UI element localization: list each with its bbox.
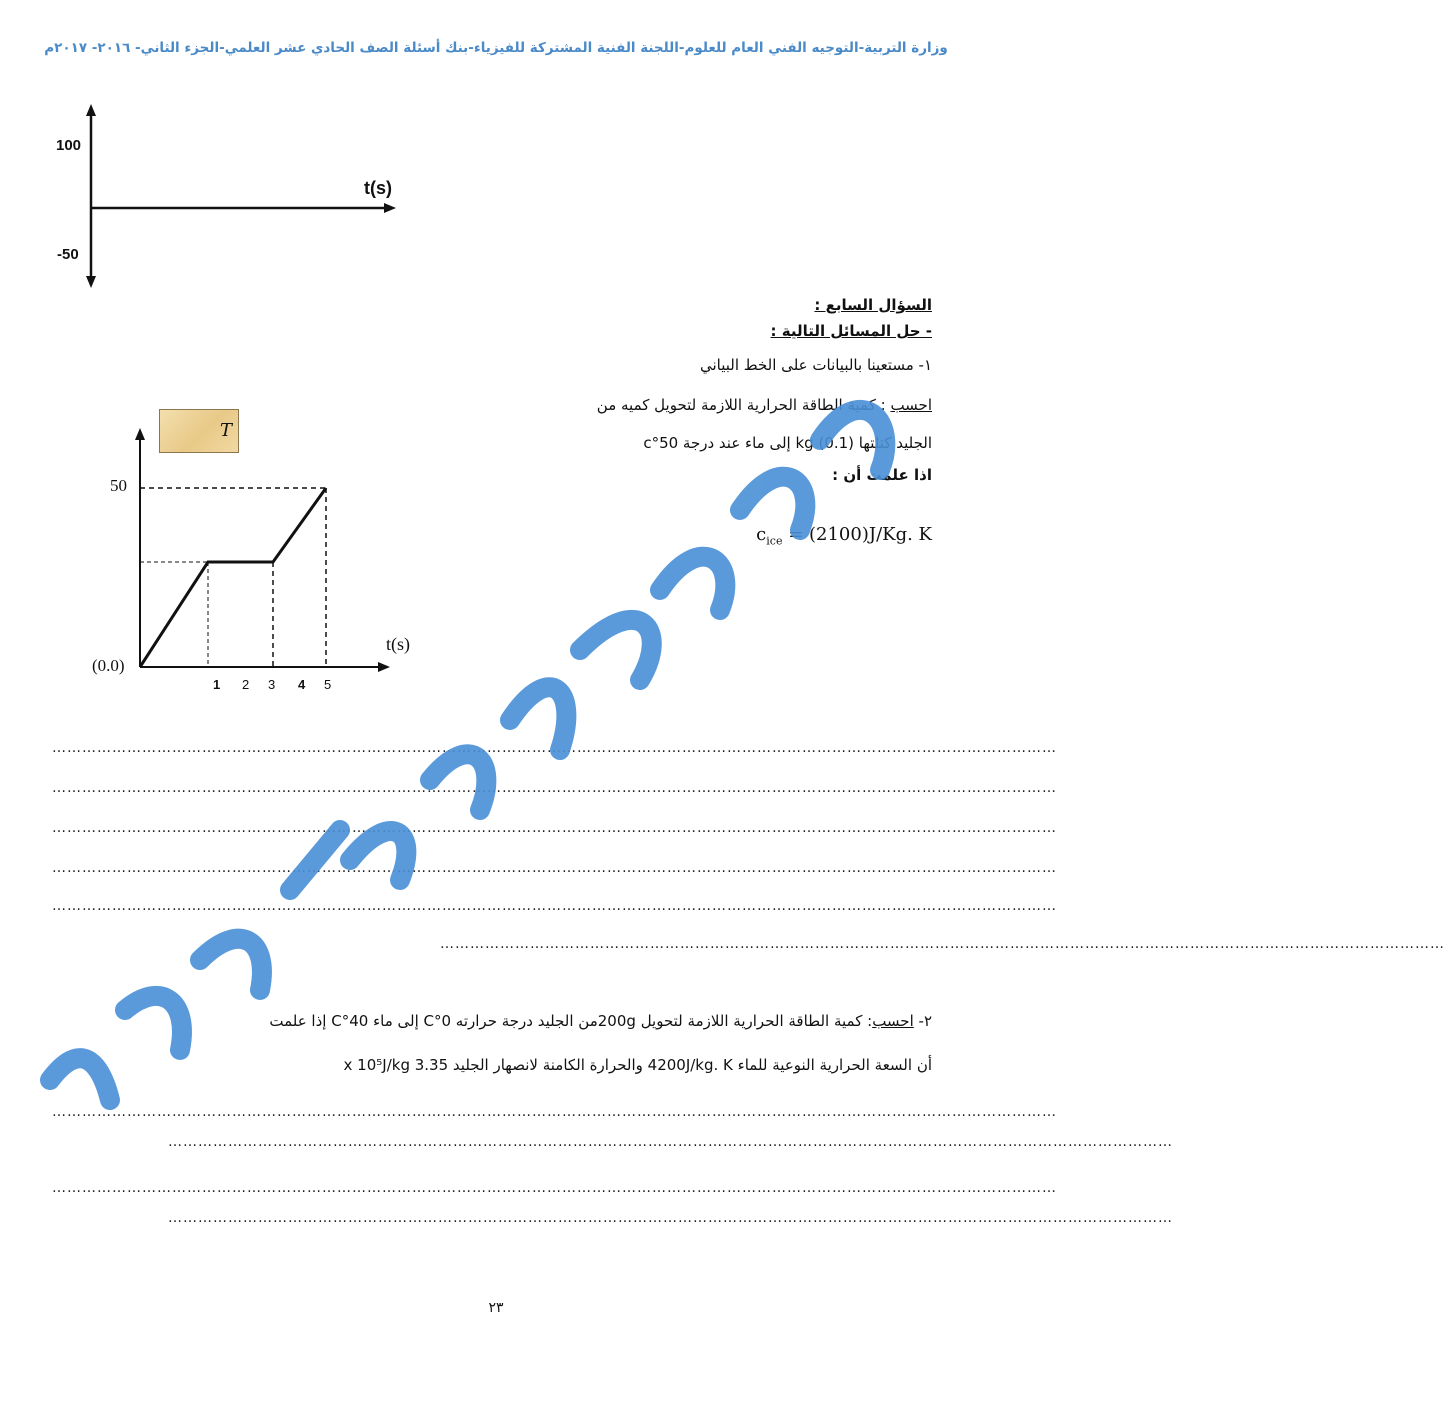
graph-y-arrow xyxy=(135,428,145,440)
answer-line: ………………………………………………………………………………………………………………………………………………………………………………… xyxy=(52,1104,1057,1120)
question-title: السؤال السابع : xyxy=(814,296,932,314)
top-y-arrow-down xyxy=(86,276,96,288)
graph-x-label: t(s) xyxy=(386,634,410,654)
problem1-given: اذا علمت أن : xyxy=(832,466,932,484)
graph-origin-label: (0.0) xyxy=(92,656,125,675)
tick-2: 2 xyxy=(242,677,250,692)
problem2-line2: أن السعة الحرارية النوعية للماء 4200J/kg. K والحرارة الكامنة لانصهار الجليد 3.35 x 10⁵J/kg xyxy=(343,1056,932,1074)
tick-3: 3 xyxy=(268,677,276,692)
answer-line: ………………………………………………………………………………………………………………………………………………………………………………… xyxy=(52,780,1057,796)
answer-line: ………………………………………………………………………………………………………………………………………………………………………………… xyxy=(52,1180,1057,1196)
top-x-arrow xyxy=(384,203,396,213)
problem1-line2-text: : كمية الطاقة الحرارية اللازمة لتحويل كميه من xyxy=(596,396,891,414)
answer-line: ………………………………………………………………………………………………………………………………………………………………………………… xyxy=(52,898,1057,914)
problem2-line1-text: : كمية الطاقة الحرارية اللازمة لتحويل 200gمن الجليد درجة حرارته 0°C إلى ماء 40°C إذا علمت xyxy=(269,1012,873,1030)
answer-line: ………………………………………………………………………………………………………………………………………………………………………………… xyxy=(52,820,1057,836)
answer-line: ………………………………………………………………………………………………………………………………………………………………………………… xyxy=(52,740,1057,756)
problem1-calc-word: احسب xyxy=(890,396,932,414)
heating-curve xyxy=(140,488,326,667)
graph-y-label-50: 50 xyxy=(110,476,127,495)
problem1-line3: الجليد كتلتها kg (0.1) إلى ماء عند درجة 50°c xyxy=(643,434,932,452)
top-y-arrow-up xyxy=(86,104,96,116)
problem2-number: ٢- xyxy=(913,1012,932,1030)
page-number: ٢٣ xyxy=(488,1300,504,1316)
formula-rest: = (2100)J/Kg. K xyxy=(782,524,932,545)
problem2-calc-word: احسب xyxy=(872,1012,914,1030)
graph-x-arrow xyxy=(378,662,390,672)
answer-line: ………………………………………………………………………………………………………………………………………………………………………………… xyxy=(52,860,1057,876)
answer-line: ………………………………………………………………………………………………………………………………………………………………………………… xyxy=(440,936,1445,952)
problem1-line2 xyxy=(597,396,932,414)
tick-1: 1 xyxy=(213,677,221,692)
top-axes-graph xyxy=(50,100,410,295)
formula-c-ice xyxy=(756,524,932,548)
answer-line: ………………………………………………………………………………………………………………………………………………………………………………… xyxy=(168,1210,1173,1226)
page-header: وزارة التربية-التوجيه الفني العام للعلوم-اللجنة الفنية المشتركة للفيزياء-بنك أسئلة الصف الحادي عشر العلمي-الجزء الثاني- ٢٠١٦- ٢٠١٧م xyxy=(44,40,948,56)
formula-c: c xyxy=(756,524,767,545)
graph-t-label: T xyxy=(219,420,232,441)
top-y-label-100: 100 xyxy=(56,137,82,154)
top-x-label: t(s) xyxy=(364,178,392,198)
temperature-time-graph xyxy=(120,420,420,685)
tick-5: 5 xyxy=(324,677,332,692)
problem1-line1: ١- مستعينا بالبيانات على الخط البياني xyxy=(699,356,932,374)
question-subtitle: - حل المسائل التالية : xyxy=(770,322,932,340)
top-y-label-neg50: -50 xyxy=(57,246,79,263)
problem2-line1 xyxy=(269,1012,932,1030)
answer-line: ………………………………………………………………………………………………………………………………………………………………………………… xyxy=(168,1134,1173,1150)
tick-4: 4 xyxy=(298,677,306,692)
formula-sub: ice xyxy=(766,534,783,548)
